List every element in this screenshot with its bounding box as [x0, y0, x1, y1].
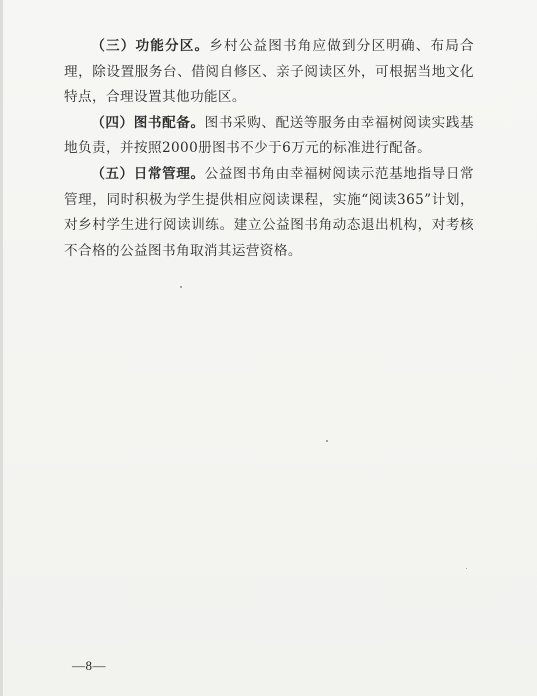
document-body [64, 34, 474, 264]
paragraph-text: 乡村公益图书角应做到分区明确、布局合理，除设置服务台、借阅自修区、亲子阅读区外，可根据当地文化特点，合理设置其他功能区。 [64, 38, 475, 106]
scan-edge [0, 0, 3, 696]
paragraph-heading: （三）功能分区。 [91, 38, 210, 54]
scan-speck [466, 568, 467, 569]
paragraph-daily-management [64, 162, 474, 264]
paragraph-text: 公益图书角由幸福树阅读示范基地指导日常管理，同时积极为学生提供相应阅读课程，实施“阅读365”计划，对乡村学生进行阅读训练。建立公益图书角动态退出机构，对考核不合格的公益图书角取消其运营资格。 [64, 165, 474, 259]
paragraph-heading: （五）日常管理。 [91, 165, 205, 182]
paragraph-functional-zones [64, 34, 474, 111]
paragraph-heading: （四）图书配备。 [91, 114, 205, 131]
paragraph-text: 图书采购、配送等服务由幸福树阅读实践基地负责，并按照2000册图书不少于6万元的标准进行配备。 [64, 114, 474, 157]
page-number: —8— [72, 658, 106, 673]
scan-speck [326, 440, 328, 442]
scan-speck [180, 286, 182, 288]
paragraph-book-provision [64, 111, 474, 162]
